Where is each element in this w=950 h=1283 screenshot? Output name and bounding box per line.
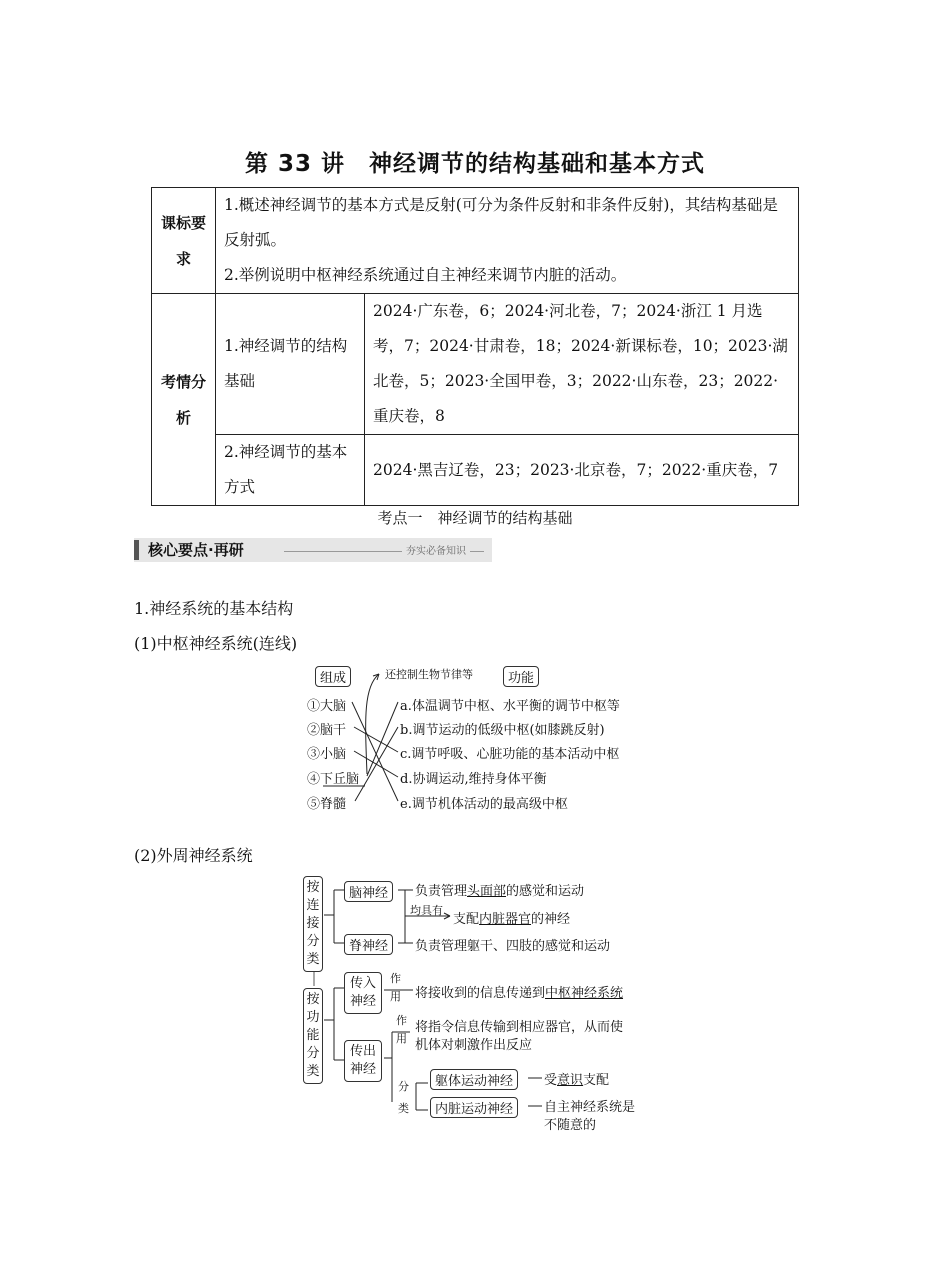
curriculum-text: 1.概述神经调节的基本方式是反射(可分为条件反射和非条件反射)，其结构基础是反射弧。 2.举例说明中枢神经系统通过自主神经来调节内脏的活动。 [216, 188, 799, 294]
right-item: b.调节运动的低级中枢(如膝跳反射) [400, 723, 605, 738]
left-item: ③小脑 [307, 747, 347, 762]
row1-text: 2024·广东卷，6；2024·河北卷，7；2024·浙江 1 月选考，7；2024·甘肃卷，18；2024·新课标卷，10；2023·湖北卷，5；2023·全国甲卷，3；2022·山东卷，23；2022·重庆卷，8 [365, 294, 799, 435]
left-item: ⑤脊髓 [307, 797, 347, 812]
row1-subject: 1.神经调节的结构基础 [216, 294, 365, 435]
right-item: e.调节机体活动的最高级中枢 [400, 797, 568, 812]
banner-bar [134, 540, 139, 560]
info-table [151, 187, 799, 506]
heading-1: 1.神经系统的基本结构 [134, 599, 294, 618]
curriculum-label: 课标要求 [152, 188, 216, 294]
efferent-desc-2: 机体对刺激作出反应 [415, 1038, 533, 1053]
afferent-role-note: 作用 [390, 972, 401, 1003]
right-item: c.调节呼吸、心脏功能的基本活动中枢 [400, 747, 620, 762]
classify-note: 分类 [398, 1080, 409, 1115]
efferent-desc-1: 将指令信息传输到相应器官，从而使 [415, 1020, 624, 1035]
left-item: ①大脑 [307, 699, 347, 714]
somatic-motor-box: 躯体运动神经 [430, 1069, 518, 1090]
by-connection-box: 按连接分类 [303, 876, 323, 972]
page-title: 第 33 讲 神经调节的结构基础和基本方式 [244, 151, 706, 177]
visceral-motor-desc-2: 不随意的 [544, 1118, 597, 1133]
somatic-desc: 受意识支配 [544, 1073, 610, 1088]
visceral-motor-desc-1: 自主神经系统是 [544, 1100, 636, 1115]
spinal-nerve-box: 脊神经 [344, 934, 393, 955]
by-function-box: 按功能分类 [303, 988, 323, 1084]
visceral-motor-box: 内脏运动神经 [430, 1097, 518, 1118]
function-head: 功能 [503, 666, 539, 687]
cranial-desc: 负责管理头面部的感觉和运动 [415, 884, 585, 899]
exam-analysis-label: 考情分析 [152, 294, 216, 506]
left-item: ④下丘脑 [307, 772, 360, 787]
afferent-nerve-box: 传入神经 [344, 972, 382, 1014]
pns-diagram [298, 870, 658, 1140]
section-banner [134, 538, 492, 562]
banner-subtitle: 夯实必备知识 [402, 542, 470, 557]
composition-head: 组成 [315, 666, 351, 687]
afferent-desc: 将接收到的信息传递到中枢神经系统 [415, 986, 624, 1001]
left-item: ②脑干 [307, 723, 347, 738]
right-item: a.体温调节中枢、水平衡的调节中枢等 [400, 699, 620, 714]
row2-text: 2024·黑吉辽卷，23；2023·北京卷，7；2022·重庆卷，7 [365, 435, 799, 506]
heading-1-2: (2)外周神经系统 [134, 846, 253, 865]
efferent-role-note: 作用 [396, 1014, 407, 1045]
efferent-nerve-box: 传出神经 [344, 1040, 382, 1082]
section-title: 考点一 神经调节的结构基础 [377, 509, 573, 527]
cns-matching-diagram [305, 662, 655, 818]
arrow-note: 还控制生物节律等 [385, 668, 473, 681]
row2-subject: 2.神经调节的基本方式 [216, 435, 365, 506]
right-item: d.协调运动,维持身体平衡 [400, 772, 547, 787]
heading-1-1: (1)中枢神经系统(连线) [134, 634, 298, 653]
banner-title: 核心要点·再研 [148, 541, 244, 559]
both-have-note: 均具有 [410, 904, 443, 917]
spinal-desc: 负责管理躯干、四肢的感觉和运动 [415, 939, 611, 954]
visceral-desc: 支配内脏器官的神经 [453, 912, 571, 927]
cranial-nerve-box: 脑神经 [344, 881, 393, 902]
